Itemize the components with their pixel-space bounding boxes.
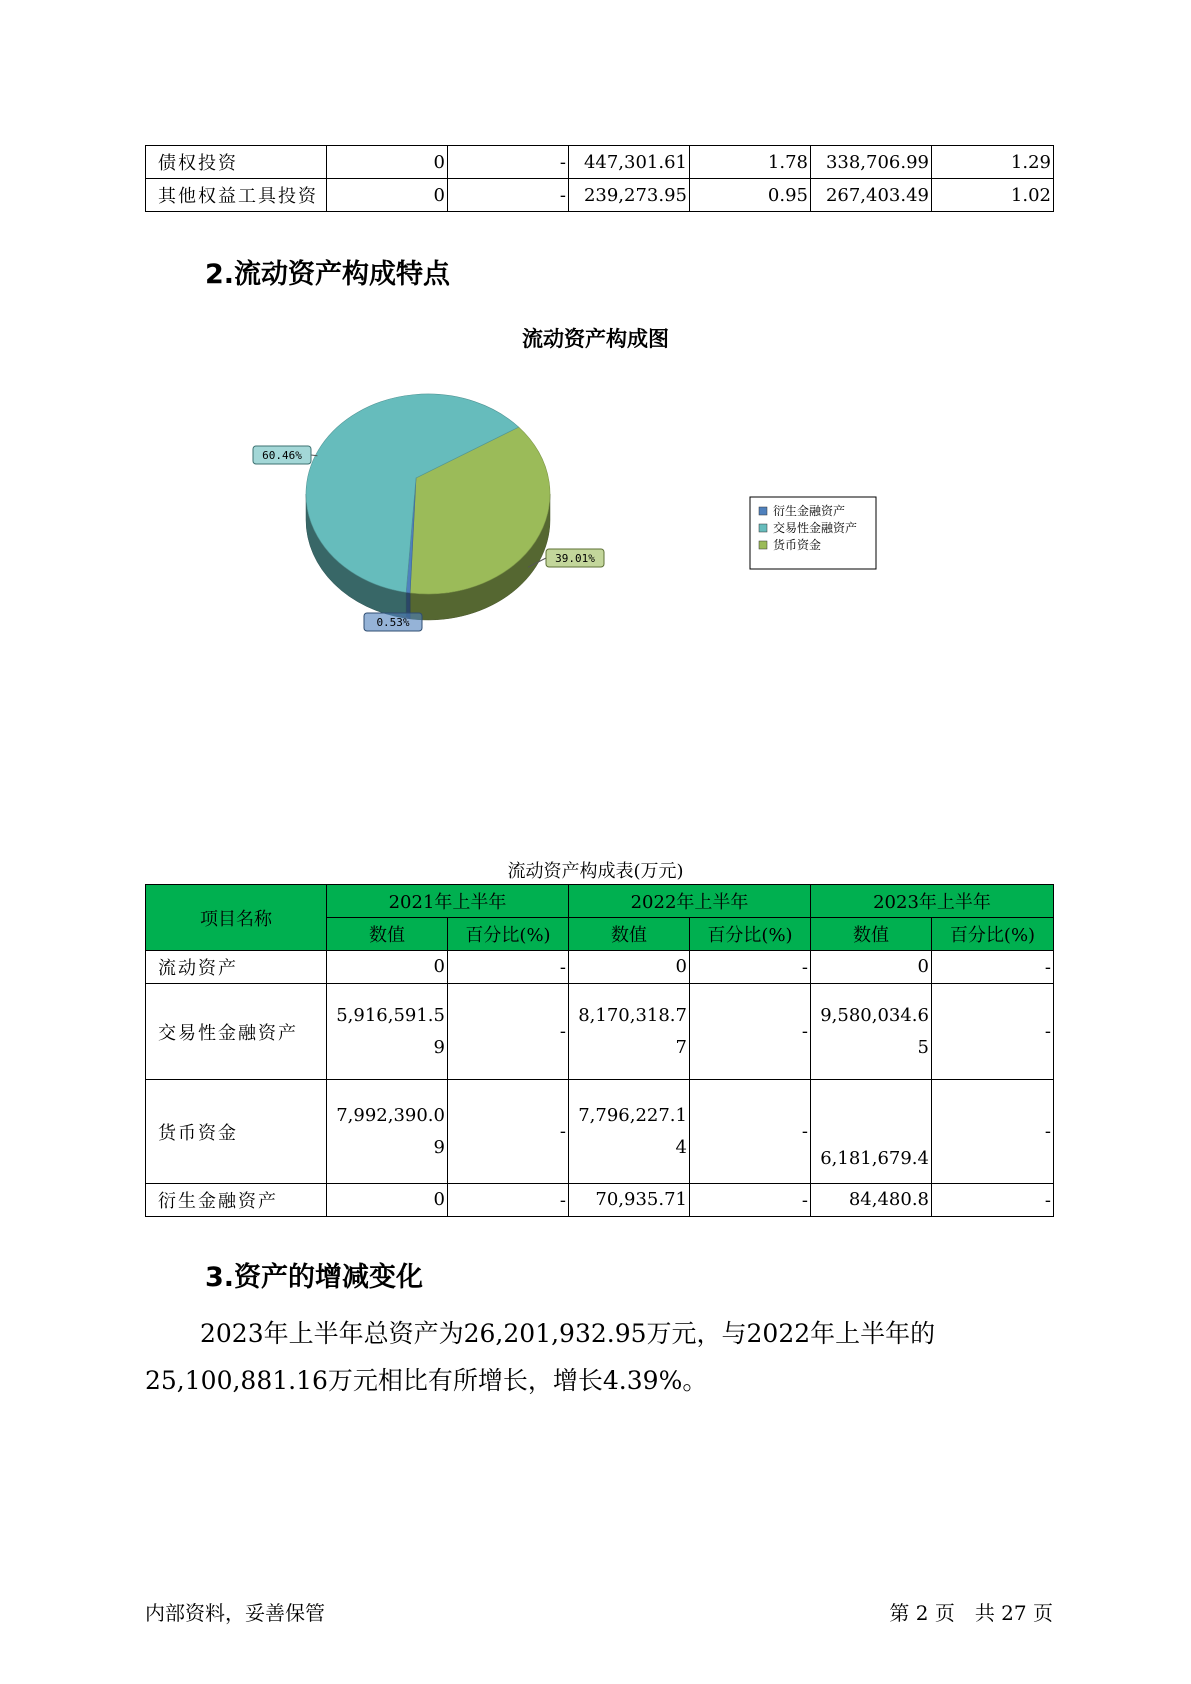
table-row [146, 951, 1054, 984]
cell-value: 0.95 [690, 179, 811, 212]
header-value: 数值 [327, 918, 448, 951]
table-row [146, 984, 1054, 1080]
cell-percent: - [932, 1184, 1054, 1217]
header-percent: 百分比(%) [932, 918, 1054, 951]
row-name: 货币资金 [146, 1080, 327, 1184]
cell-percent: - [448, 1080, 569, 1184]
cell-percent: - [690, 951, 811, 984]
cell-percent: - [448, 1184, 569, 1217]
cell-value: 0 [327, 951, 448, 984]
cell-value: 5,916,591.59 [327, 984, 448, 1080]
cell-percent: - [932, 951, 1054, 984]
footer-page-number: 第 2 页 共 27 页 [889, 1601, 1053, 1625]
cell-value: 0 [327, 1184, 448, 1217]
cell-percent: - [690, 984, 811, 1080]
cell-value: 239,273.95 [569, 179, 690, 212]
row-name: 债权投资 [146, 146, 327, 179]
cell-value: 1.29 [932, 146, 1054, 179]
header-year: 2021年上半年 [327, 885, 569, 918]
cell-percent: - [690, 1184, 811, 1217]
header-item-name: 项目名称 [146, 885, 327, 951]
legend-entry: 交易性金融资产 [773, 521, 858, 535]
legend-swatch [759, 524, 767, 532]
header-value: 数值 [811, 918, 932, 951]
header-percent: 百分比(%) [448, 918, 569, 951]
cell-value: 447,301.61 [569, 146, 690, 179]
header-value: 数值 [569, 918, 690, 951]
cell-percent: - [932, 984, 1054, 1080]
cell-value: - [448, 146, 569, 179]
cell-value: 7,992,390.09 [327, 1080, 448, 1184]
cell-value: 1.02 [932, 179, 1054, 212]
current-assets-table [145, 884, 1054, 1217]
cell-value: 338,706.99 [811, 146, 932, 179]
cell-value: 7,796,227.14 [569, 1080, 690, 1184]
pie-data-label: 0.53% [376, 616, 410, 629]
pie-data-label: 39.01% [555, 552, 595, 565]
header-year: 2023年上半年 [811, 885, 1054, 918]
legend-entry: 货币资金 [773, 538, 822, 552]
cell-value: 0 [569, 951, 690, 984]
row-name: 其他权益工具投资 [146, 179, 327, 212]
cell-value: 9,580,034.65 [811, 984, 932, 1080]
cell-value: 0 [327, 179, 448, 212]
cell-value: 0 [811, 951, 932, 984]
table-row [146, 1080, 1054, 1184]
cell-percent: - [932, 1080, 1054, 1184]
header-percent: 百分比(%) [690, 918, 811, 951]
cell-value: 6,181,679.4 [811, 1080, 932, 1184]
body-paragraph: 2023年上半年总资产为26,201,932.95万元，与2022年上半年的25,100,881.16万元相比有所增长，增长4.39%。 [145, 1319, 936, 1395]
section-heading-3: 3.资产的增减变化 [205, 1262, 424, 1293]
row-name: 流动资产 [146, 951, 327, 984]
row-name: 衍生金融资产 [146, 1184, 327, 1217]
table-header-row [146, 885, 1054, 918]
cell-value: - [448, 179, 569, 212]
footer-confidential-note: 内部资料，妥善保管 [145, 1601, 325, 1625]
cell-value: 267,403.49 [811, 179, 932, 212]
header-year: 2022年上半年 [569, 885, 811, 918]
cell-value: 84,480.8 [811, 1184, 932, 1217]
legend-swatch [759, 507, 767, 515]
cell-percent: - [448, 951, 569, 984]
table-caption: 流动资产构成表(万元) [507, 861, 684, 882]
cell-value: 0 [327, 146, 448, 179]
table-row [146, 1184, 1054, 1217]
cell-percent: - [690, 1080, 811, 1184]
cell-value: 70,935.71 [569, 1184, 690, 1217]
cell-value: 1.78 [690, 146, 811, 179]
section-heading-2: 2.流动资产构成特点 [205, 259, 451, 290]
cell-percent: - [448, 984, 569, 1080]
legend-entry: 衍生金融资产 [773, 504, 846, 518]
legend-swatch [759, 541, 767, 549]
pie-data-label: 60.46% [262, 449, 302, 462]
chart-title: 流动资产构成图 [522, 327, 669, 351]
row-name: 交易性金融资产 [146, 984, 327, 1080]
cell-value: 8,170,318.77 [569, 984, 690, 1080]
